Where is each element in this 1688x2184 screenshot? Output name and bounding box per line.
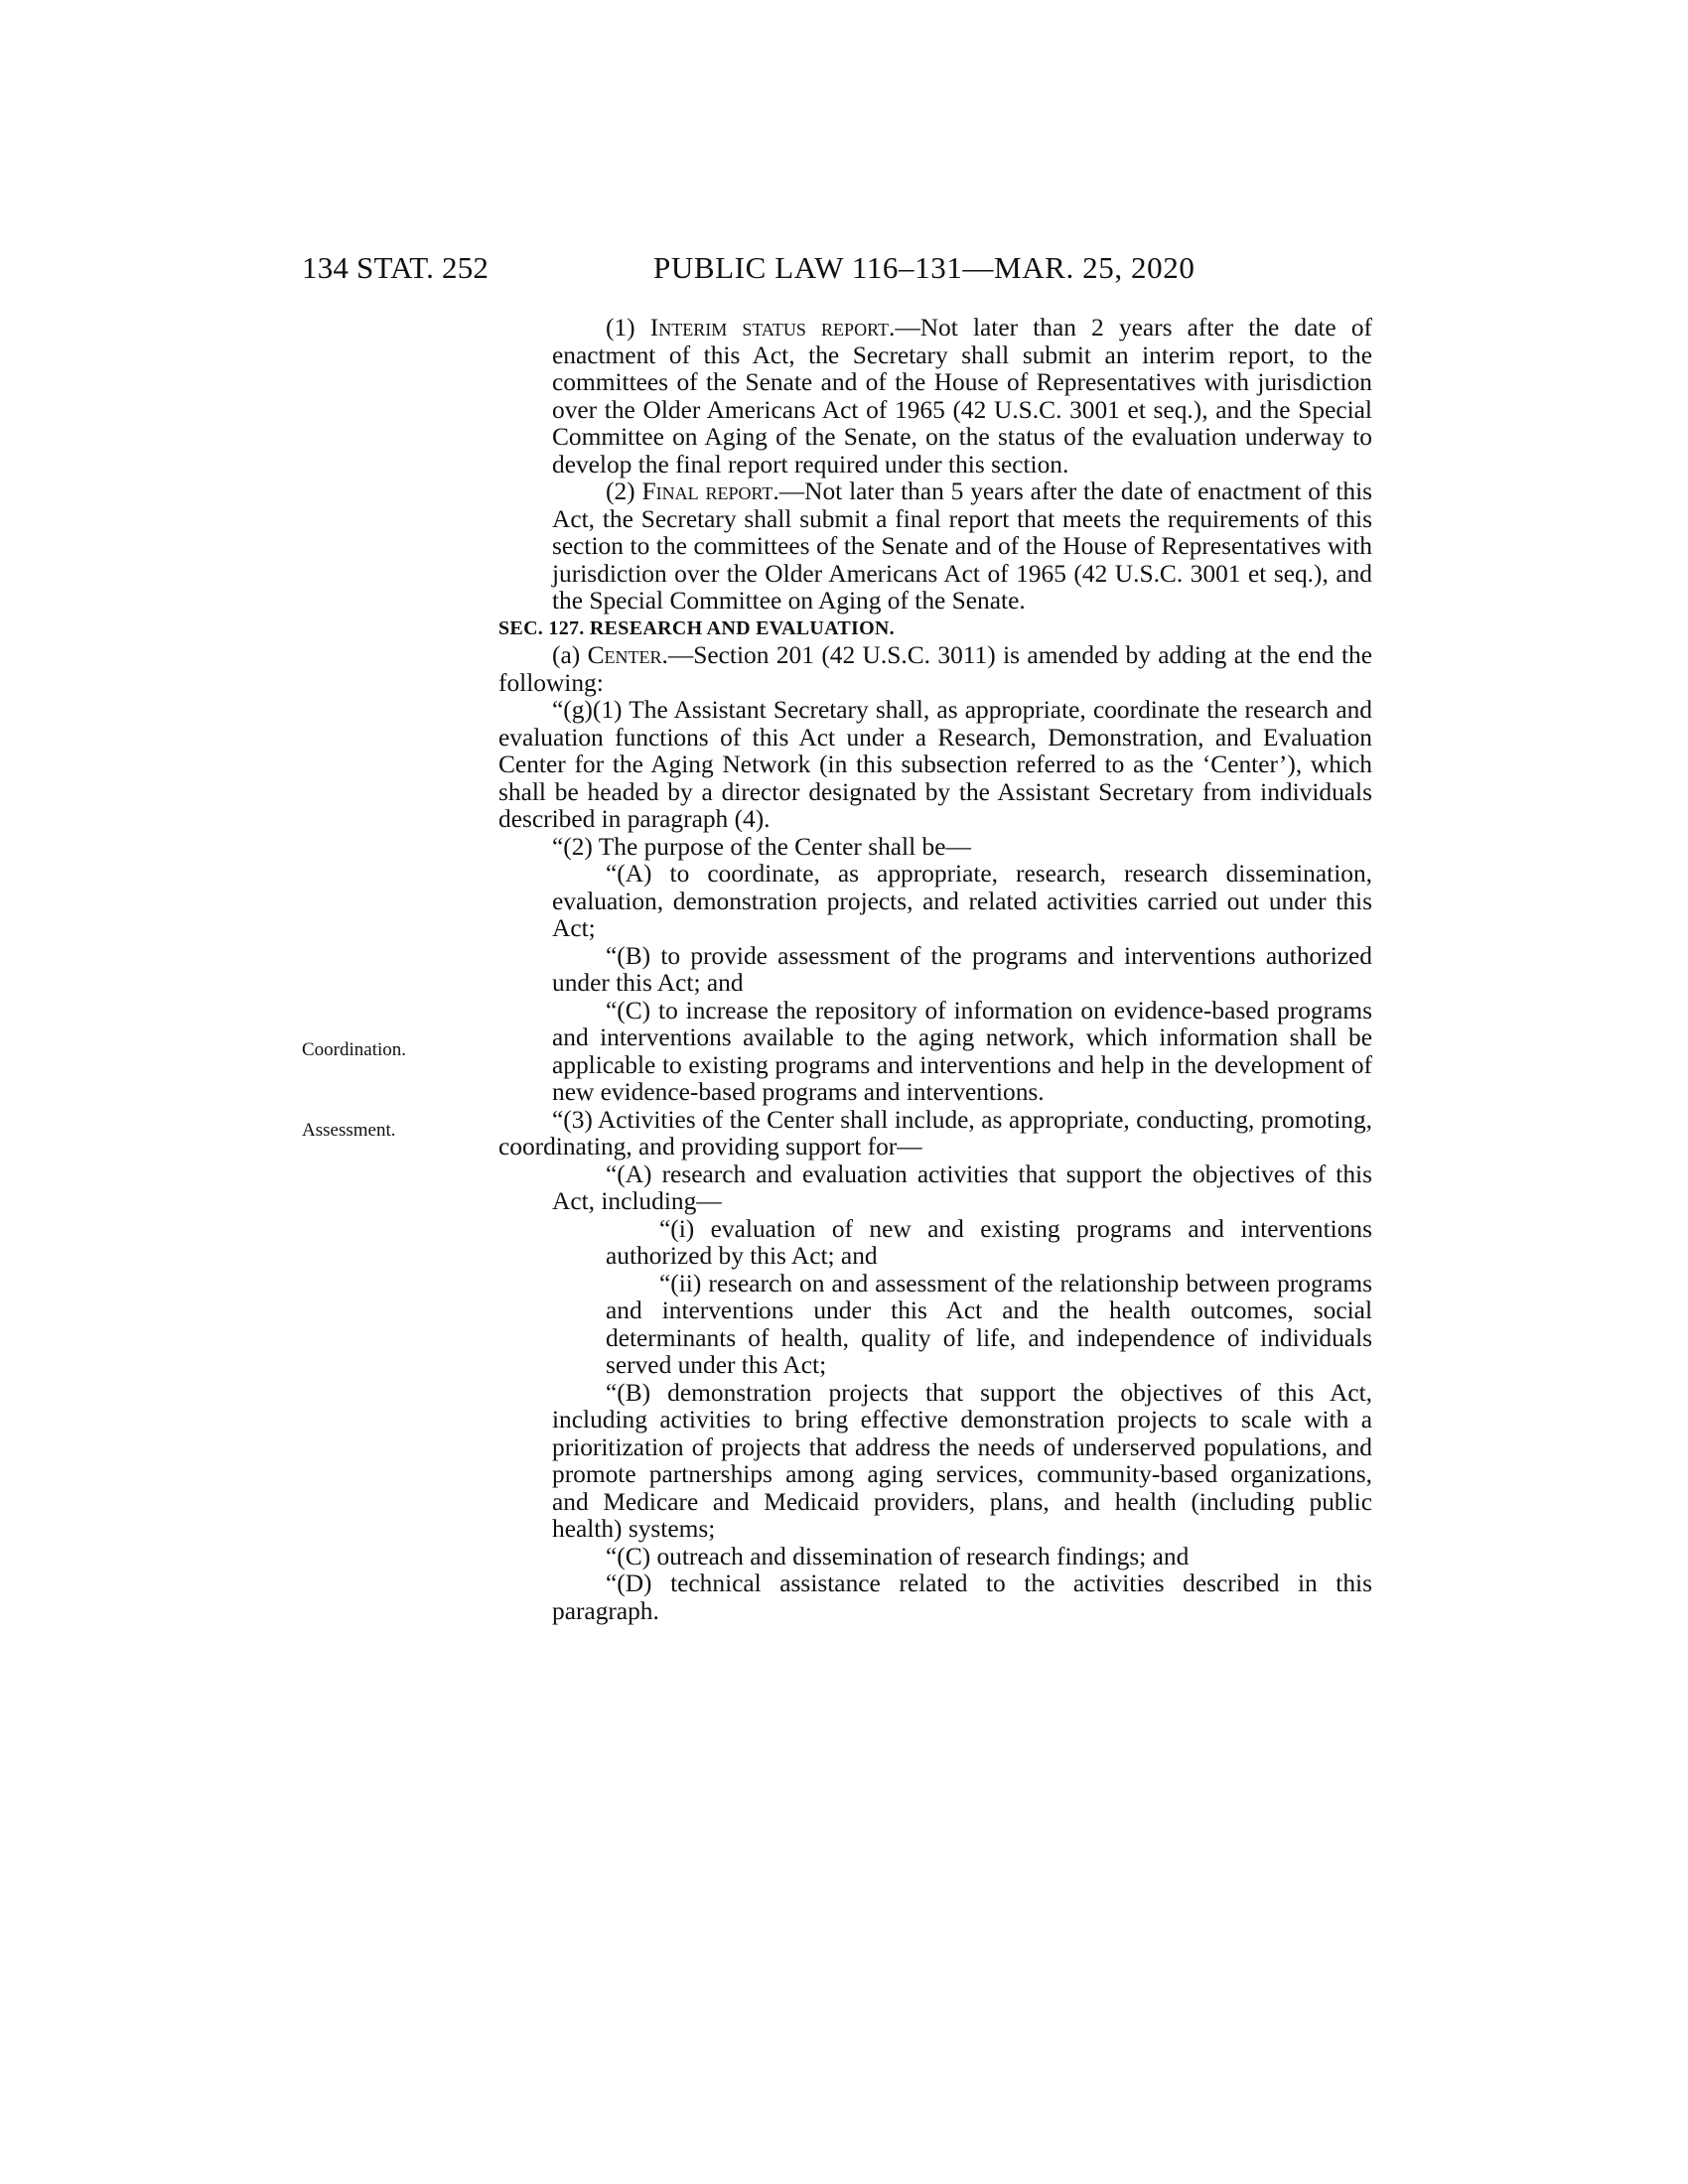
subsection-text: .—Section 201 (42 U.S.C. 3011) is amended by adding at the end the following: (498, 641, 1372, 697)
paragraph-g2-b: “(B) to provide assessment of the programs and interventions authorized under this Act; and (552, 941, 1372, 997)
stat-page-number: 134 STAT. 252 (302, 250, 490, 285)
paragraph-g3-b: “(B) demonstration projects that support the objectives of this Act, including activities to bring effective demonstration projects to scale with a prioritization of projects that address the needs of underserved populations, and promote partnerships among aging services, community-based organizations, and Medicare and Medicaid providers, plans, and health (including public health) systems; (552, 1378, 1372, 1543)
subsection-a-center (498, 642, 1372, 697)
document-body (498, 315, 1372, 1625)
paragraph-text: .—Not later than 2 years after the date of enactment of this Act, the Secretary shall submit an interim report, to the committees of the Senate and of the House of Representatives with jurisdiction over the Older Americans Act of 1965 (42 U.S.C. 3001 et seq.), and the Special Committee on Aging of the Senate, on the status of the evaluation underway to develop the final report required under this section. (552, 314, 1372, 478)
paragraph-g3-d: “(D) technical assistance related to the activities described in this paragraph. (552, 1570, 1372, 1625)
margin-note-assessment: Assessment. (302, 1120, 396, 1141)
paragraph-g2: “(2) The purpose of the Center shall be— (552, 832, 971, 861)
paragraph-g3-a-i: “(i) evaluation of new and existing programs and interventions authorized by this Act; and (606, 1214, 1372, 1270)
paragraph-interim-status-report (498, 315, 1372, 478)
paragraph-g3-a: “(A) research and evaluation activities that support the objectives of this Act, including— (552, 1160, 1372, 1215)
paragraph-g3-c: “(C) outreach and dissemination of research findings; and (606, 1542, 1190, 1570)
paragraph-number: (2) (606, 478, 635, 505)
paragraph-g3: “(3) Activities of the Center shall include, as appropriate, conducting, promoting, coordinating, and providing support for— (498, 1105, 1372, 1160)
paragraph-g2-c: “(C) to increase the repository of information on evidence-based programs and interventions available to the aging network, which information shall be applicable to existing programs and interventions and help in the development of new evidence-based programs and interventions. (552, 996, 1372, 1106)
paragraph-heading: Final report (641, 478, 774, 505)
subsection-number: (a) (552, 641, 581, 669)
paragraph-g1: “(g)(1) The Assistant Secretary shall, as appropriate, coordinate the research and evaluation functions of this Act under a Research, Demonstration, and Evaluation Center for the Aging Network (in this subsection referred to as the ‘Center’), which shall be headed by a director designated by the Assistant Secretary from individuals described in paragraph (4). (498, 696, 1372, 833)
paragraph-text: .—Not later than 5 years after the date of enactment of this Act, the Secretary shall submit a final report that meets the requirements of this section to the committees of the Senate and of the House of Representatives with jurisdiction over the Older Americans Act of 1965 (42 U.S.C. 3001 et seq.), and the Special Committee on Aging of the Senate. (552, 478, 1373, 614)
section-heading: SEC. 127. RESEARCH AND EVALUATION. (498, 616, 895, 639)
paragraph-number: (1) (606, 314, 635, 341)
paragraph-final-report (498, 478, 1372, 615)
paragraph-g2-a: “(A) to coordinate, as appropriate, research, research dissemination, evaluation, demonstration projects, and related activities carried out under this Act; (552, 860, 1372, 942)
paragraph-g3-a-ii: “(ii) research on and assessment of the relationship between programs and interventions under this Act and the health outcomes, social determinants of health, quality of life, and independence of individuals served under this Act; (606, 1269, 1372, 1379)
running-header-title: PUBLIC LAW 116–131—MAR. 25, 2020 (653, 250, 1196, 285)
paragraph-heading: Interim status report (649, 314, 889, 341)
margin-note-coordination: Coordination. (302, 1039, 407, 1060)
subsection-heading: Center (587, 641, 662, 669)
